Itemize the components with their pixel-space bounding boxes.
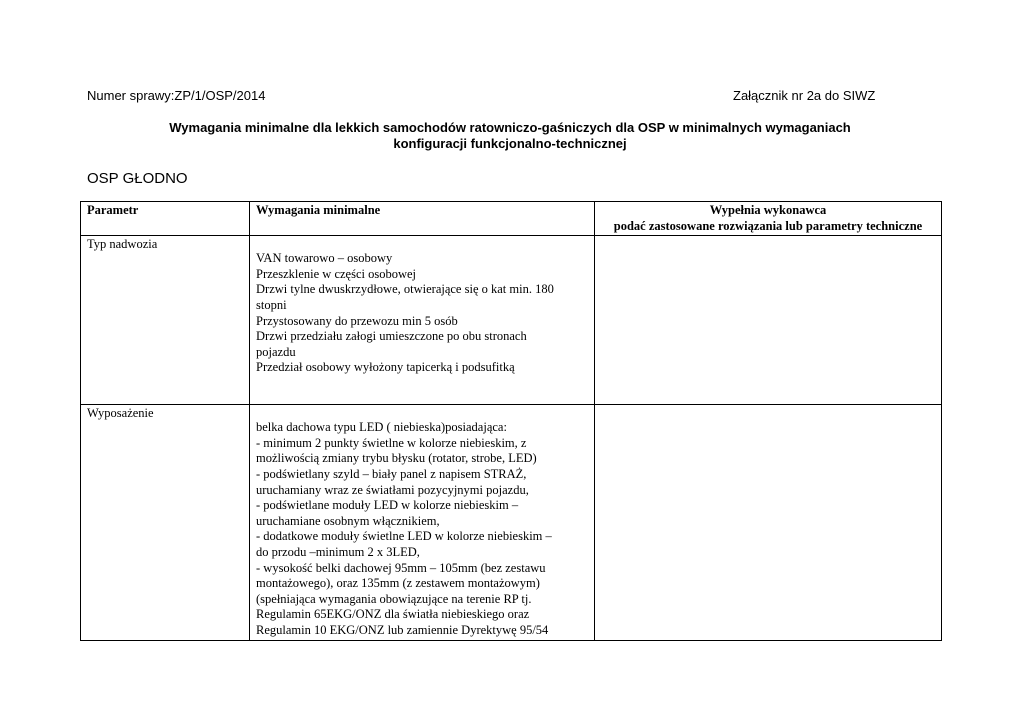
- requirement-line: Przedział osobowy wyłożony tapicerką i podsufitką: [256, 360, 515, 375]
- requirements-table: [80, 201, 942, 641]
- requirement-line: Drzwi tylne dwuskrzydłowe, otwierające się o kat min. 180: [256, 282, 554, 297]
- requirement-line: - podświetlane moduły LED w kolorze niebieskim –: [256, 498, 519, 513]
- requirement-line: stopni: [256, 297, 287, 312]
- requirement-line: uruchamiane osobnym włącznikiem,: [256, 513, 440, 528]
- header-min-req: Wymagania minimalne: [250, 202, 595, 236]
- requirement-line: - dodatkowe moduły świetlne LED w kolorze niebieskim –: [256, 529, 552, 544]
- table-row: [81, 236, 942, 405]
- contractor-cell[interactable]: [595, 236, 942, 405]
- requirement-line: belka dachowa typu LED ( niebieska)posiadająca:: [256, 420, 507, 435]
- requirement-line: Drzwi przedziału załogi umieszczone po obu stronach: [256, 329, 527, 344]
- requirement-line: możliwością zmiany trybu błysku (rotator, strobe, LED): [256, 451, 537, 466]
- header-contractor: [595, 202, 942, 236]
- header-contractor-line-1: Wypełnia wykonawca: [709, 203, 827, 217]
- contractor-cell[interactable]: [595, 405, 942, 640]
- attachment-label: Załącznik nr 2a do SIWZ: [733, 88, 876, 103]
- requirement-line: do przodu –minimum 2 x 3LED,: [256, 544, 420, 559]
- param-cell: Typ nadwozia: [81, 236, 250, 405]
- title-line-2: konfiguracji funkcjonalno-technicznej: [393, 136, 627, 151]
- requirement-line: Regulamin 10 EKG/ONZ lub zamiennie Dyrektywę 95/54: [256, 622, 549, 637]
- requirements-cell: [250, 236, 595, 405]
- title-line-1: Wymagania minimalne dla lekkich samochodów ratowniczo-gaśniczych dla OSP w minimalnych wymaganiach: [169, 120, 851, 135]
- table-row: [81, 405, 942, 640]
- requirement-line: pojazdu: [256, 344, 296, 359]
- requirement-line: Przeszklenie w części osobowej: [256, 266, 417, 281]
- requirement-line: (spełniająca wymagania obowiązujące na terenie RP tj.: [256, 591, 532, 606]
- table-header-row: [81, 202, 942, 236]
- requirement-line: uruchamiany wraz ze światłami pozycyjnymi pojazdu,: [256, 482, 529, 497]
- param-cell: Wyposażenie: [81, 405, 250, 640]
- header-contractor-line-2: podać zastosowane rozwiązania lub parametry techniczne: [613, 218, 923, 233]
- unit-name: OSP GŁODNO: [87, 170, 188, 187]
- requirements-cell: [250, 405, 595, 640]
- document-title: [130, 120, 890, 152]
- requirement-line: - minimum 2 punkty świetlne w kolorze niebieskim, z: [256, 435, 527, 450]
- requirement-line: VAN towarowo – osobowy: [256, 251, 393, 266]
- requirement-line: - wysokość belki dachowej 95mm – 105mm (bez zestawu: [256, 560, 546, 575]
- requirement-line: Regulamin 65EKG/ONZ dla światła niebieskiego oraz: [256, 607, 530, 622]
- case-number: Numer sprawy:ZP/1/OSP/2014: [87, 88, 266, 103]
- header-param: Parametr: [81, 202, 250, 236]
- requirement-line: montażowego), oraz 135mm (z zestawem montażowym): [256, 576, 540, 591]
- requirement-line: - podświetlany szyld – biały panel z napisem STRAŻ,: [256, 466, 527, 481]
- requirement-line: Przystosowany do przewozu min 5 osób: [256, 313, 458, 328]
